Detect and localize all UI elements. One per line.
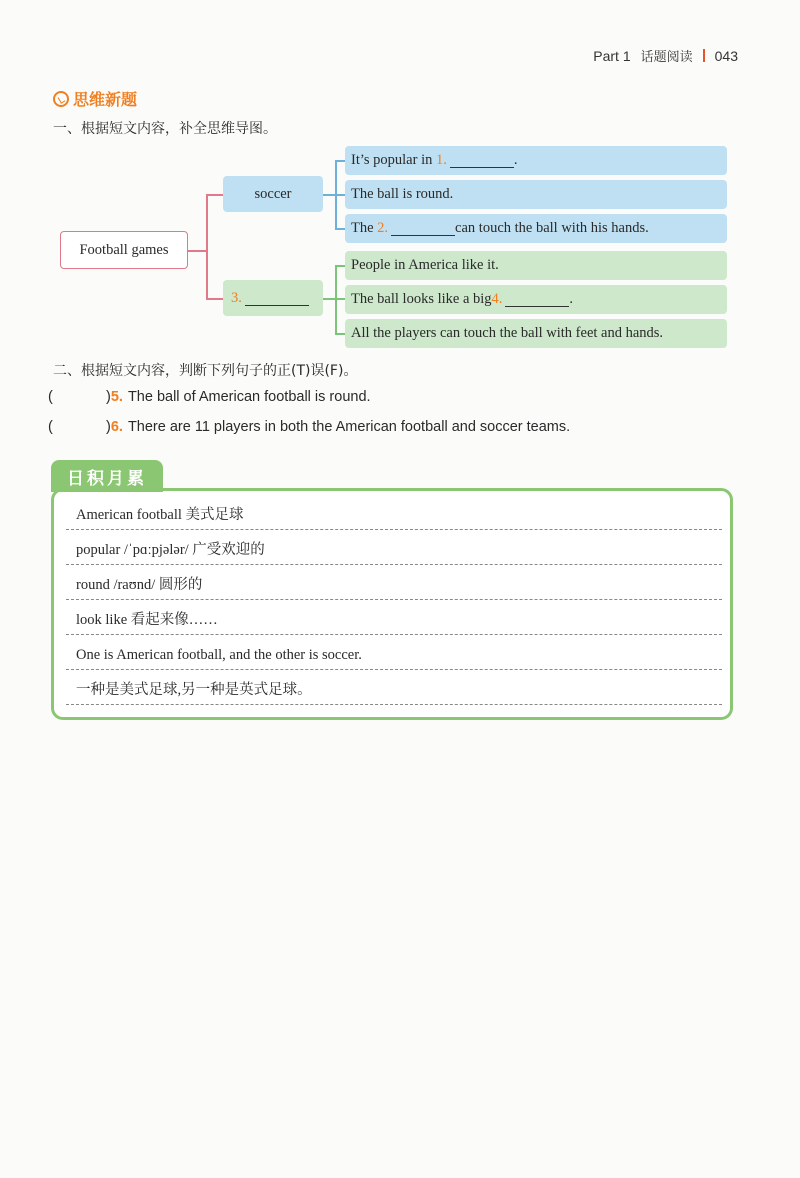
mindmap-leaf-6: All the players can touch the ball with feet and hands. bbox=[345, 319, 727, 348]
topic-label: 话题阅读 bbox=[640, 50, 693, 65]
connector bbox=[323, 298, 335, 300]
mindmap-leaf-2: The ball is round. bbox=[345, 180, 727, 209]
blank-number: 1. bbox=[435, 152, 447, 168]
leaf-text: It’s popular in bbox=[351, 152, 433, 168]
leaf-text: The ball looks like a big bbox=[351, 291, 492, 307]
answer-bracket-6[interactable] bbox=[48, 419, 106, 435]
connector bbox=[206, 194, 208, 298]
connector bbox=[323, 194, 335, 196]
leaf-text: The bbox=[351, 220, 374, 236]
mindmap-leaf-4: People in America like it. bbox=[345, 251, 727, 280]
connector bbox=[335, 298, 345, 300]
answer-blank-2[interactable] bbox=[391, 221, 455, 236]
connector bbox=[335, 194, 345, 196]
connector bbox=[335, 228, 345, 230]
vocab-row: round /raʊnd/ 圆形的 bbox=[66, 565, 722, 600]
mindmap-leaf-1 bbox=[345, 146, 727, 175]
vocab-row: One is American football, and the other is soccer. bbox=[66, 635, 722, 670]
mindmap-leaf-3 bbox=[345, 214, 727, 243]
vocab-card-tab: 日积月累 bbox=[51, 460, 163, 492]
lightbulb-icon bbox=[53, 91, 69, 107]
open-paren: ( bbox=[48, 389, 53, 405]
vocab-row: popular /ˈpɑːpjələr/ 广受欢迎的 bbox=[66, 530, 722, 565]
instruction-2: 二、根据短文内容，判断下列句子的正(T)误(F)。 bbox=[53, 363, 358, 379]
header-divider bbox=[703, 49, 705, 62]
vocab-row: look like 看起来像…… bbox=[66, 600, 722, 635]
question-number: 6. bbox=[110, 419, 123, 435]
mindmap-soccer-node: soccer bbox=[223, 176, 323, 212]
mindmap-leaf-5 bbox=[345, 285, 727, 314]
section-title-text: 思维新题 bbox=[73, 90, 138, 109]
leaf-text: . bbox=[569, 291, 574, 307]
blank-number: 4. bbox=[491, 291, 503, 307]
connector bbox=[335, 333, 345, 335]
question-text: There are 11 players in both the American football and soccer teams. bbox=[127, 419, 571, 435]
close-paren: ) bbox=[106, 419, 111, 435]
blank-number: 2. bbox=[377, 220, 389, 236]
leaf-text: can touch the ball with his hands. bbox=[455, 220, 649, 236]
answer-blank-3[interactable] bbox=[245, 291, 309, 306]
connector bbox=[335, 265, 345, 267]
answer-bracket-5[interactable] bbox=[48, 389, 106, 405]
mindmap-blank-3-node[interactable] bbox=[223, 280, 323, 316]
connector bbox=[206, 194, 223, 196]
connector bbox=[335, 160, 345, 162]
answer-blank-4[interactable] bbox=[505, 292, 569, 307]
question-number: 5. bbox=[110, 389, 123, 405]
leaf-text: . bbox=[513, 152, 518, 168]
vocab-row: 一种是美式足球,另一种是英式足球。 bbox=[66, 670, 722, 705]
instruction-1: 一、根据短文内容，补全思维导图。 bbox=[53, 121, 277, 137]
tf-item-5 bbox=[48, 389, 371, 405]
close-paren: ) bbox=[106, 389, 111, 405]
section-title bbox=[53, 87, 137, 110]
tf-item-6 bbox=[48, 419, 570, 435]
part-label: Part 1 bbox=[593, 47, 631, 64]
question-text: The ball of American football is round. bbox=[127, 389, 371, 405]
blank-number: 3. bbox=[231, 289, 242, 306]
vocab-row: American football 美式足球 bbox=[66, 495, 722, 530]
answer-blank-1[interactable] bbox=[450, 153, 514, 168]
page-header bbox=[593, 46, 738, 65]
open-paren: ( bbox=[48, 419, 53, 435]
mindmap-root: Football games bbox=[60, 231, 188, 269]
connector bbox=[188, 250, 206, 252]
page-number: 043 bbox=[714, 47, 738, 64]
connector bbox=[206, 298, 223, 300]
